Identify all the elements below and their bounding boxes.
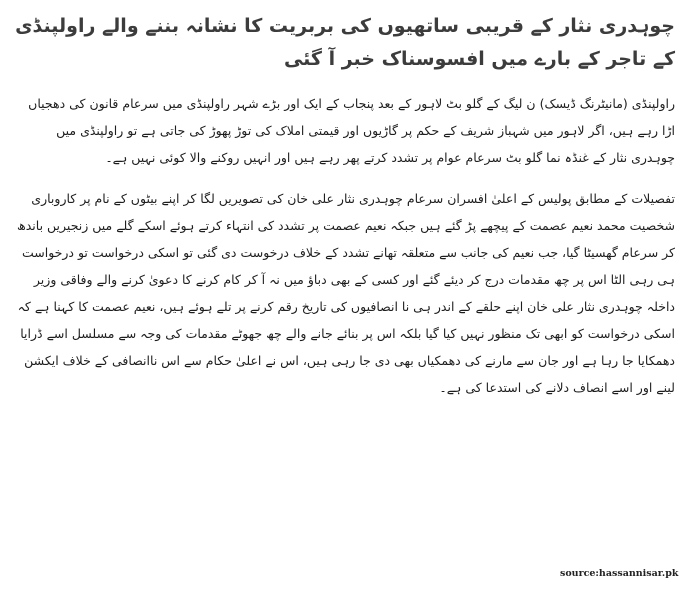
article-paragraph-1: راولپنڈی (مانیٹرنگ ڈیسک) ن لیگ کے گلو بٹ لاہور کے بعد پنجاب کے ایک اور بڑے شہر راولپنڈی میں سرعام قانون کی دھجیاں اڑا رہے ہیں، اگر لاہور میں شہباز شریف کے حکم پر گاڑیوں اور قیمتی املاک کی توڑ پھوڑ کی جاتی ہے تو راولپنڈی میں چوہدری نثار کے غنڈہ نما گلو بٹ سرعام عوام پر تشدد کرتے پھر رہے ہیں اور انہیں روکنے والا کوئی نہیں ہے۔ <box>28 96 675 165</box>
article-headline: چوہدری نثار کے قریبی ساتھیوں کی بربریت کا نشانہ بننے والے راولپنڈی کے تاجر کے بارے میں افسوسناک خبر آ گئی <box>15 15 675 70</box>
article-paragraph-2: تفصیلات کے مطابق پولیس کے اعلیٰ افسران سرعام چوہدری نثار علی خان کی تصویریں لگا کر اپنے بیٹوں کے نام پر کاروباری شخصیت محمد نعیم عصمت کے پیچھے پڑ گئے ہیں جبکہ نعیم عصمت پر تشدد کی انتہاء کرتے ہوئے اسکے گلے میں زنجیریں باندھ کر سرعام گھسیٹا گیا، جب نعیم کی جانب سے متعلقہ تھانے تشدد کے خلاف درخوست دی گئی تو اسکی درخواست تو درخواست ہی رہی الٹا اس پر چھ مقدمات درج کر دیئے گئے اور کسی کے بھی دباؤ میں نہ آ کر کام کرنے کا دعویٰ کرنے والے وفاقی وزیر داخلہ چوہدری نثار علی خان اپنے حلقے کے اندر ہی نا انصافیوں کی تاریخ رقم کرنے پر تلے ہوئے ہیں، نعیم عصمت کا کہنا ہے کہ اسکی درخواست کو ابھی تک منظور نہیں کیا گیا بلکہ اس پر بنائے جانے والے چھ جھوٹے مقدمات کی وجہ سے مسلسل اسے ڈرایا دھمکایا جا رہا ہے اور جان سے مارنے کی دھمکیاں بھی دی جا رہی ہیں، اس نے اعلیٰ حکام سے اس ناانصافی کے خلاف ایکشن لینے اور اسے انصاف دلانے کی استدعا کی ہے۔ <box>17 191 675 395</box>
source-credit: source:hassannisar.pk <box>560 568 679 579</box>
